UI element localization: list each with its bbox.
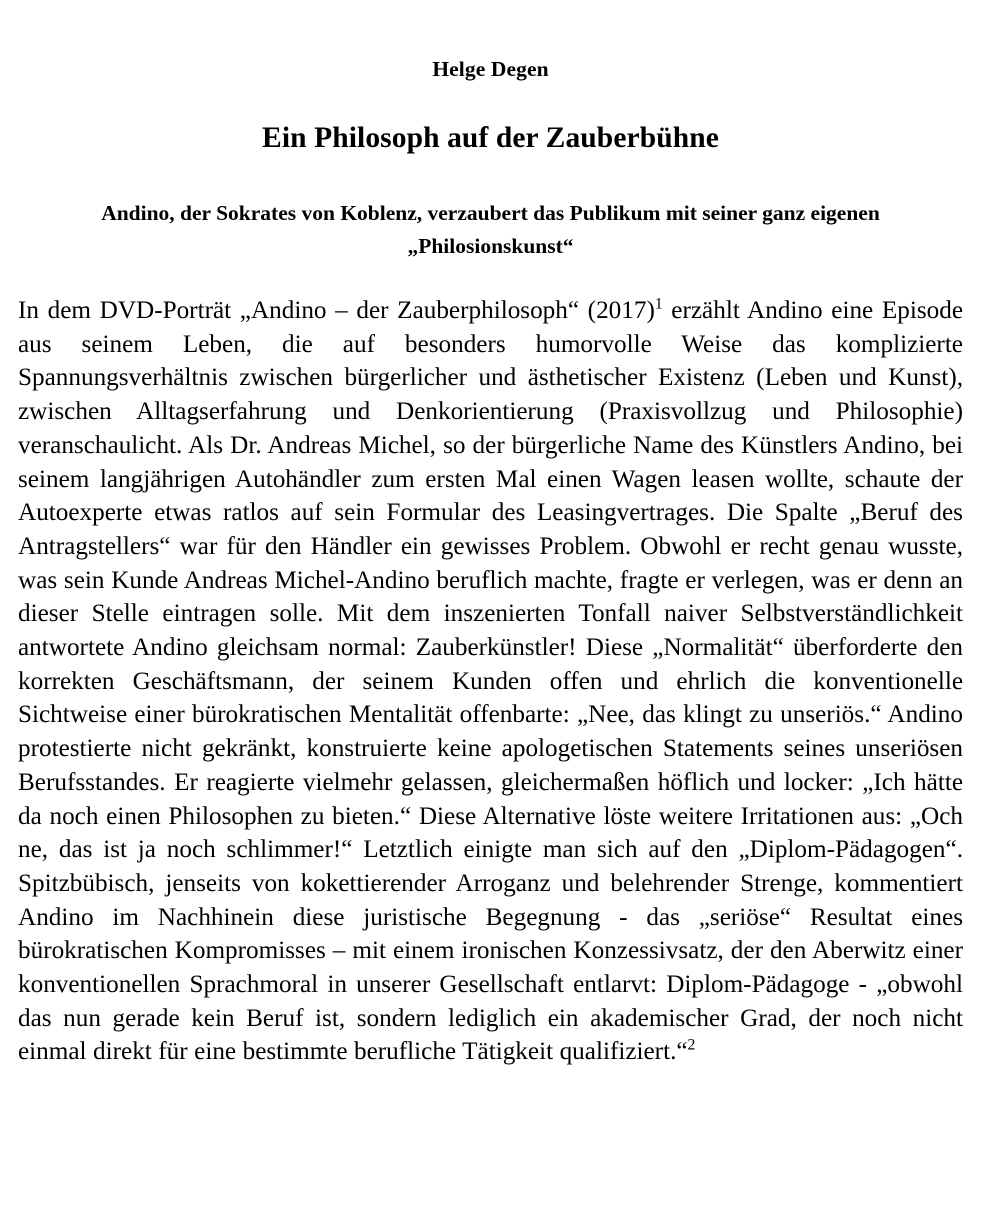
body-text-part-1: In dem DVD-Porträt „Andino – der Zauberphilosoph“ (2017) — [18, 297, 655, 324]
body-paragraph — [18, 263, 963, 1069]
subtitle — [18, 155, 963, 263]
subtitle-line-1: Andino, der Sokrates von Koblenz, verzaubert das Publikum mit seiner — [101, 201, 757, 225]
author-name: Helge Degen — [432, 57, 549, 81]
subtitle-line-2: ganz eigenen „Philosionskunst“ — [407, 201, 880, 258]
page-title: Ein Philosoph auf der Zauberbühne — [262, 122, 719, 154]
footnote-reference-1[interactable]: 1 — [654, 295, 663, 313]
footnote-reference-2[interactable]: 2 — [687, 1037, 696, 1055]
body-text-part-2: erzählt Andino eine Episode aus seinem Leben, die auf besonders humorvolle Weise das komplizierte Spannungsverhältnis zwischen bürgerlicher und ästhetischer Existenz (Leben und Kunst), zwischen Alltagserfahrung und Denkorientierung (Praxisvollzug und Philosophie) veranschaulicht. Als Dr. Andreas Michel, so der bürgerliche Name des Künstlers Andino, bei seinem langjährigen Autohändler zum ersten Mal einen Wagen leasen wollte, schaute der Autoexperte etwas ratlos auf sein Formular des Leasingvertrages. Die Spalte „Beruf des Antragstellers“ war für den Händler ein gewisses Problem. Obwohl er recht genau wusste, was sein Kunde Andreas Michel-Andino beruflich machte, fragte er verlegen, was er denn an dieser Stelle eintragen solle. Mit dem inszenierten Tonfall naiver Selbstverständlichkeit antwortete Andino gleichsam normal: Zauberkünstler! Diese „Normalität“ überforderte den korrekten Geschäftsmann, der seinem Kunden offen und ehrlich die konventionelle Sichtweise einer bürokratischen Mentalität offenbarte: „Nee, das klingt zu unseriös.“ Andino protestierte nicht gekränkt, konstruierte keine apologetischen Statements seines unseriösen Berufsstandes. Er reagierte vielmehr gelassen, gleichermaßen höflich und locker: „Ich hätte da noch einen Philosophen zu bieten.“ Diese Alternative löste weitere Irritationen aus: „Och ne, das ist ja noch schlimmer!“ Letztlich einigte man sich auf den „Diplom-Pädagogen“. Spitzbübisch, jenseits von kokettierender Arroganz und belehrender Strenge, kommentiert Andino im Nachhinein diese juristische Begegnung - das „seriöse“ Resultat eines bürokratischen Kompromisses – mit einem ironischen Konzessivsatz, der den Aberwitz einer konventionellen Sprachmoral in unserer Gesellschaft entlarvt: Diplom-Pädagoge - „obwohl das nun gerade kein Beruf ist, sondern lediglich ein akademischer Grad, der noch nicht einmal direkt für eine bestimmte berufliche Tätigkeit qualifiziert.“ — [18, 297, 963, 1066]
